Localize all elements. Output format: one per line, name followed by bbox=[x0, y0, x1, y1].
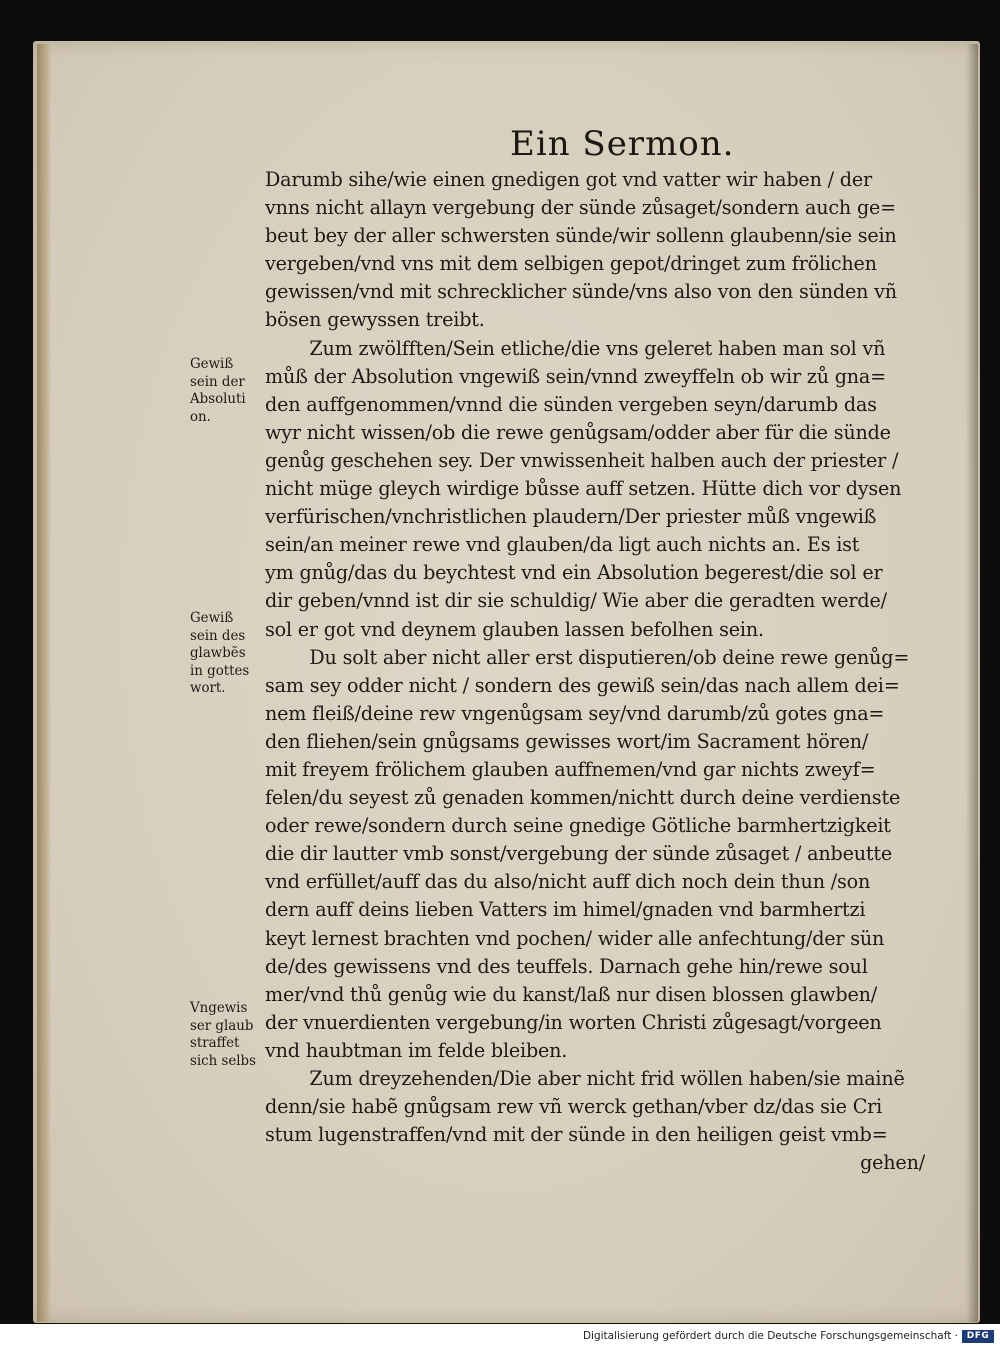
running-head: Ein Sermon. bbox=[510, 124, 735, 164]
text-line: sein/an meiner rewe vnd glauben/da ligt auch nichts an. Es ist bbox=[265, 533, 860, 557]
body-text bbox=[265, 166, 945, 1177]
text-line: mit freyem frölichem glauben auffnemen/vnd gar nichts zweyf= bbox=[265, 757, 876, 781]
margin-note-line: sein der bbox=[190, 373, 245, 390]
text-line: Du solt aber nicht aller erst disputieren/ob deine rewe genůg= bbox=[309, 645, 910, 669]
text-line: felen/du seyest zů genaden kommen/nichtt durch deine verdienste bbox=[265, 786, 901, 810]
margin-note-line: Gewiß bbox=[190, 356, 234, 372]
margin-note-line: on. bbox=[190, 408, 211, 425]
text-line: den fliehen/sein gnůgsams gewisses wort/im Sacrament hören/ bbox=[265, 729, 869, 753]
text-line: verfürischen/vnchristlichen plaudern/Der priester můß vngewiß bbox=[265, 505, 877, 529]
text-line: ym gnůg/das du beychtest vnd ein Absolution begerest/die sol er bbox=[265, 561, 883, 585]
margin-note-line: sein des bbox=[190, 627, 246, 644]
text-line: sol er got vnd deynem glauben lassen befolhen sein. bbox=[265, 617, 764, 641]
margin-note-line: Absoluti bbox=[190, 391, 246, 407]
page-binding-edge bbox=[37, 44, 51, 1322]
text-line: Zum dreyzehenden/Die aber nicht frid wöllen haben/sie mainẽ bbox=[309, 1067, 905, 1090]
text-line: vnd haubtman im felde bleiben. bbox=[265, 1038, 568, 1062]
margin-note-line: in gottes bbox=[190, 662, 250, 679]
text-line: der vnuerdienten vergebung/in worten Christi zůgesagt/vorgeen bbox=[265, 1010, 882, 1034]
text-line: de/des gewissens vnd des teuffels. Darnach gehe hin/rewe soul bbox=[265, 954, 868, 978]
text-line: bösen gewyssen treibt. bbox=[265, 308, 485, 332]
text-line: nem fleiß/deine rew vngenůgsam sey/vnd darumb/zů gotes gna= bbox=[265, 701, 885, 725]
text-line: dern auff deins lieben Vatters im himel/gnaden vnd barmhertzi bbox=[265, 898, 866, 922]
margin-note-line: Vngewis bbox=[190, 1000, 248, 1016]
text-line: beut bey der aller schwersten sünde/wir sollenn glaubenn/sie sein bbox=[265, 224, 897, 248]
text-line: vergeben/vnd vns mit dem selbigen gepot/dringet zum frölichen bbox=[265, 252, 877, 276]
text-line: oder rewe/sondern durch seine gnedige Götliche barmhertzigkeit bbox=[265, 814, 891, 838]
margin-note-line: Gewiß bbox=[190, 610, 234, 626]
margin-note-line: glawbẽs bbox=[190, 645, 246, 661]
text-line: die dir lautter vmb sonst/vergebung der sünde zůsaget / anbeutte bbox=[265, 842, 893, 866]
margin-note-absolution bbox=[190, 356, 278, 426]
text-line: wyr nicht wissen/ob die rewe genůgsam/odder aber für die sünde bbox=[265, 420, 891, 444]
margin-note-line: ser glaub bbox=[190, 1017, 254, 1034]
funding-credit: Digitalisierung gefördert durch die Deutsche Forschungsgemeinschaft · bbox=[582, 1330, 958, 1342]
dfg-logo: DFG bbox=[962, 1330, 994, 1343]
text-line: vnns nicht allayn vergebung der sünde zůsaget/sondern auch ge= bbox=[265, 196, 897, 220]
text-line: Zum zwölfften/Sein etliche/die vns geleret haben man sol vñ bbox=[309, 336, 886, 360]
margin-note-faith bbox=[190, 610, 278, 698]
text-line: Darumb sihe/wie einen gnedigen got vnd vatter wir haben / der bbox=[265, 168, 872, 191]
catchword: gehen/ bbox=[860, 1151, 925, 1175]
margin-note-line: straffet bbox=[190, 1035, 240, 1051]
margin-note-line: wort. bbox=[190, 680, 226, 696]
text-line: denn/sie habẽ gnůgsam rew vñ werck gethan/vber dz/das sie Cri bbox=[265, 1095, 883, 1119]
text-line: sam sey odder nicht / sondern des gewiß sein/das nach allem dei= bbox=[265, 673, 900, 697]
text-line: den auffgenommen/vnnd die sünden vergeben seyn/darumb das bbox=[265, 392, 877, 416]
text-line: dir geben/vnnd ist dir sie schuldig/ Wie aber die geradten werde/ bbox=[265, 589, 887, 613]
text-line: genůg geschehen sey. Der vnwissenheit halben auch der priester / bbox=[265, 448, 899, 472]
page-right-edge bbox=[966, 44, 978, 1322]
text-line: můß der Absolution vngewiß sein/vnnd zweyffeln ob wir zů gna= bbox=[265, 364, 887, 388]
text-line: nicht müge gleych wirdige bůsse auff setzen. Hütte dich vor dysen bbox=[265, 477, 902, 501]
margin-note-uncertain-faith bbox=[190, 1000, 278, 1070]
text-line: gewissen/vnd mit schrecklicher sünde/vns also von den sünden vñ bbox=[265, 280, 897, 304]
text-line: stum lugenstraffen/vnd mit der sünde in den heiligen geist vmb= bbox=[265, 1123, 888, 1147]
margin-note-line: sich selbs bbox=[190, 1052, 256, 1069]
text-line: mer/vnd thů genůg wie du kanst/laß nur disen blossen glawben/ bbox=[265, 982, 877, 1006]
text-line: keyt lernest brachten vnd pochen/ wider alle anfechtung/der sün bbox=[265, 926, 885, 950]
footer-bar bbox=[0, 1324, 1000, 1349]
text-line: vnd erfüllet/auff das du also/nicht auff dich noch dein thun /son bbox=[265, 870, 871, 894]
